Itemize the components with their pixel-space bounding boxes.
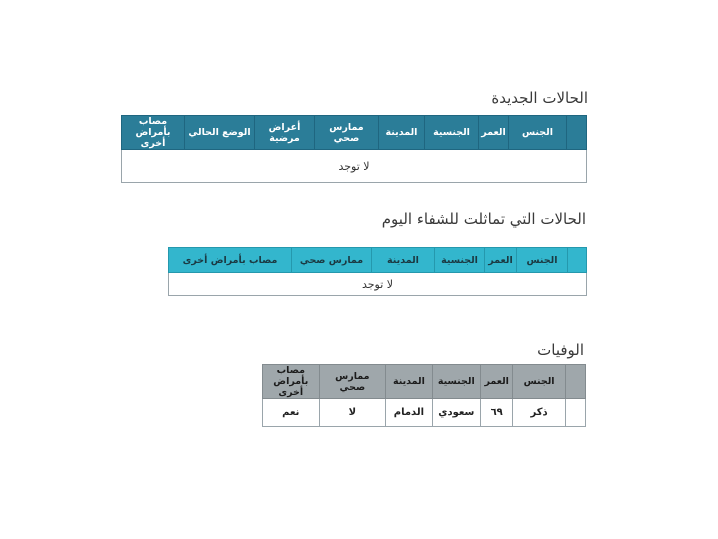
cell-health-practitioner: لا <box>319 399 386 427</box>
col-current-status: الوضع الحالي <box>185 116 255 150</box>
row-marker-header <box>565 365 585 399</box>
col-gender: الجنس <box>509 116 567 150</box>
col-city: المدينة <box>379 116 425 150</box>
row-marker-cell <box>565 399 585 427</box>
recovering-title: الحالات التي تماثلت للشفاء اليوم <box>381 210 586 228</box>
col-nationality: الجنسية <box>435 248 485 273</box>
col-health-practitioner: ممارس صحي <box>292 248 372 273</box>
col-health-practitioner: ممارس صحي <box>315 116 379 150</box>
empty-message: لا توجد <box>122 150 587 183</box>
deaths-table <box>262 364 586 427</box>
cell-city: الدمام <box>386 399 432 427</box>
col-age: العمر <box>481 365 513 399</box>
table-row <box>263 399 586 427</box>
deaths-title: الوفيات <box>537 341 584 359</box>
col-nationality: الجنسية <box>432 365 480 399</box>
cell-gender: ذكر <box>513 399 565 427</box>
cell-age: ٦٩ <box>481 399 513 427</box>
col-other-diseases: مصاب بأمراض أخرى <box>263 365 320 399</box>
col-other-diseases: مصاب بأمراض أخرى <box>169 248 292 273</box>
col-gender: الجنس <box>517 248 568 273</box>
col-health-practitioner: ممارس صحي <box>319 365 386 399</box>
cell-nationality: سعودي <box>432 399 480 427</box>
recovering-table <box>168 247 587 296</box>
col-nationality: الجنسية <box>425 116 479 150</box>
col-other-diseases: مصاب بأمراض أخرى <box>122 116 185 150</box>
col-age: العمر <box>485 248 517 273</box>
col-gender: الجنس <box>513 365 565 399</box>
new-cases-table <box>121 115 587 183</box>
col-symptoms: أعراض مرضية <box>255 116 315 150</box>
col-city: المدينة <box>372 248 435 273</box>
row-marker-header <box>568 248 587 273</box>
new-cases-title: الحالات الجديدة <box>491 89 588 107</box>
row-marker-header <box>567 116 587 150</box>
col-city: المدينة <box>386 365 432 399</box>
cell-other-diseases: نعم <box>263 399 320 427</box>
empty-message: لا توجد <box>169 273 587 296</box>
col-age: العمر <box>479 116 509 150</box>
